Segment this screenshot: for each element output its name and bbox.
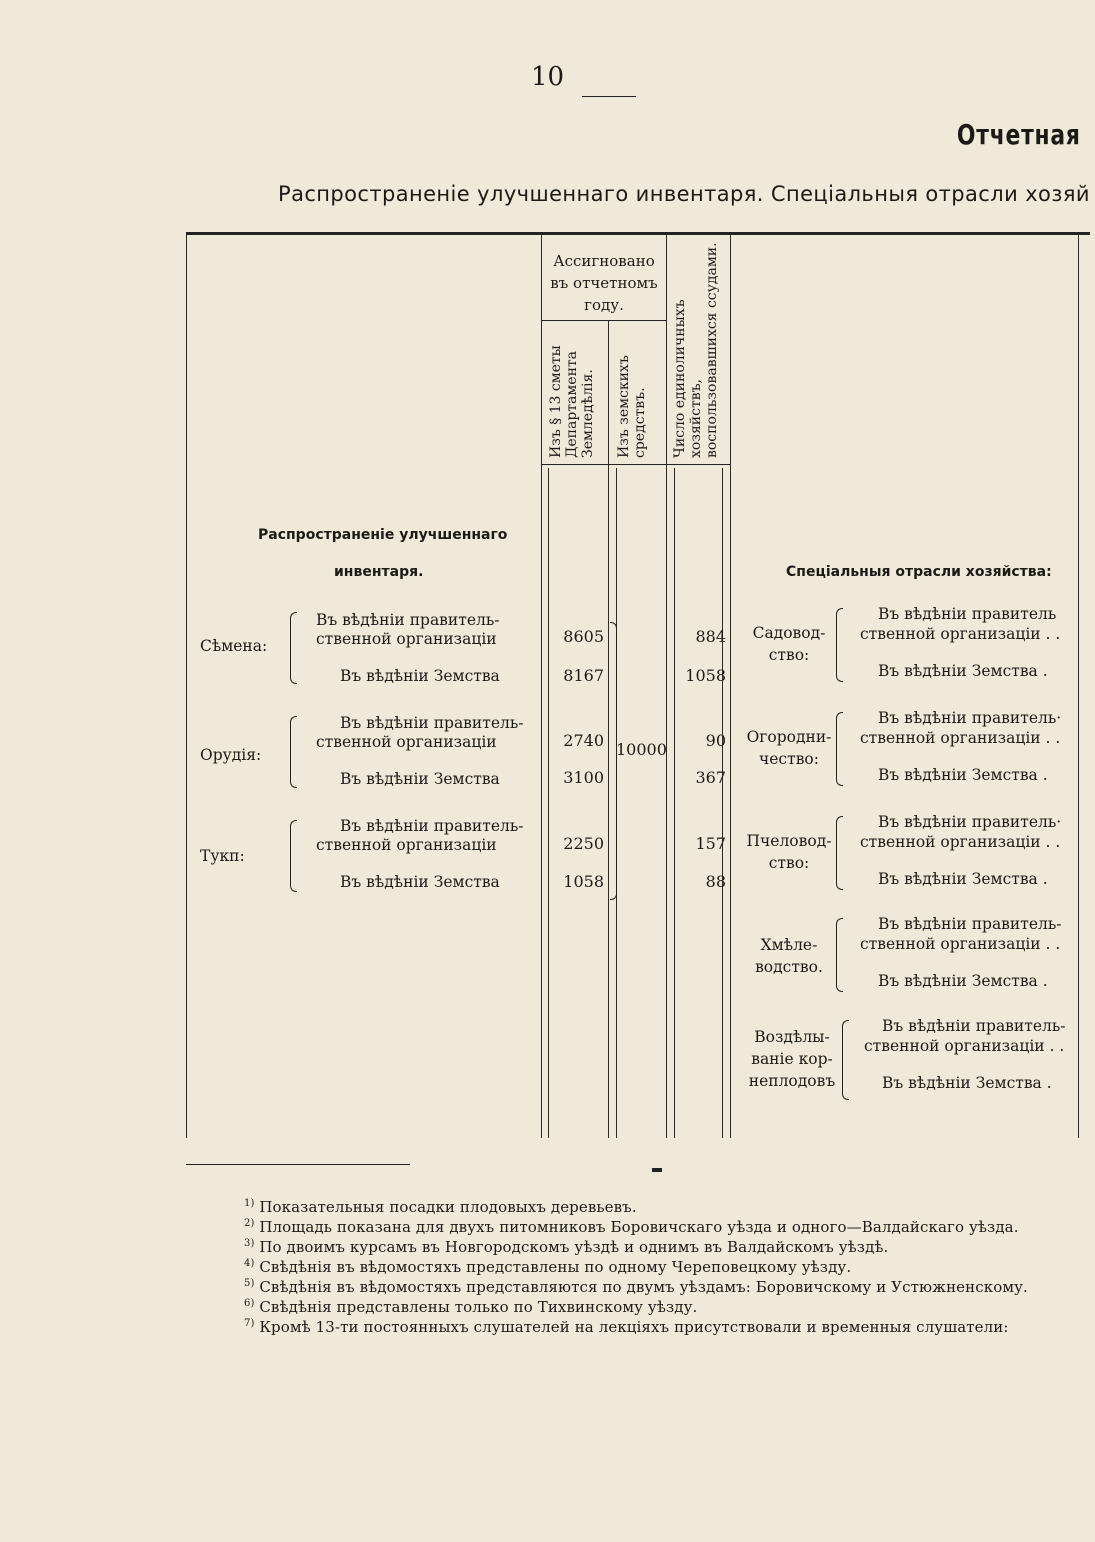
zemsk-brace — [610, 622, 617, 900]
branch-brace — [836, 712, 843, 786]
footnote-text: По двоимъ курсамъ въ Новгородскомъ уѣздѣ и однимъ въ Валдайскомъ уѣздѣ. — [259, 1238, 889, 1256]
row-name: Въ вѣдѣнiи правитель- — [340, 817, 524, 835]
page-subtitle: Распространенiе улучшеннаго инвентаря. Спецiальныя отрасли хозяй — [278, 182, 1090, 206]
branch-label-line: неплодовъ — [748, 1072, 836, 1090]
cell-count: 884 — [695, 627, 726, 646]
branch-gov-line: Въ вѣдѣнiи правитель- — [878, 915, 1062, 933]
row-name: Въ вѣдѣнiи правитель- — [316, 611, 500, 629]
branch-label-line: Пчеловод- — [746, 832, 832, 850]
col-inner-rule-a — [548, 468, 549, 1138]
row-name: ственной организацiи — [316, 630, 497, 648]
cell-smeta: 8167 — [563, 666, 604, 685]
branch-label-line: Хмѣле- — [760, 936, 818, 954]
branch-brace — [842, 1020, 849, 1100]
left-section-title-2: инвентаря. — [334, 564, 424, 580]
col-divider-1 — [541, 234, 542, 1138]
footnote-text: Свѣдѣнiя въ вѣдомостяхъ представляются по двумъ уѣздамъ: Боровичскому и Устюжненскому. — [259, 1278, 1028, 1296]
header-assigned: Ассигновано въ отчетномъ году. — [550, 252, 658, 314]
branch-label-line: водство. — [755, 958, 823, 976]
cell-smeta: 3100 — [563, 768, 604, 787]
header-subrule — [541, 320, 666, 321]
right-section-title: Спецiальныя отрасли хозяйства: — [786, 564, 1052, 580]
branch-label — [744, 726, 834, 770]
footnote — [244, 1258, 851, 1276]
footnote-rule — [186, 1164, 410, 1165]
footnote-text: Кромѣ 13-ти постоянныхъ слушателей на лекцiяхъ присутствовали и временныя слушатели: — [259, 1318, 1009, 1336]
col-divider-2 — [608, 320, 609, 1138]
footnote-text: Показательныя посадки плодовыхъ деревьевъ. — [259, 1198, 637, 1216]
header-zemsk: Изъ земскихъ средствъ. — [616, 355, 648, 458]
group-brace-semena — [290, 612, 297, 684]
row-name: Въ вѣдѣнiи правитель- — [340, 714, 524, 732]
group-brace-tuki — [290, 820, 297, 892]
branch-label-line: Воздѣлы- — [754, 1028, 830, 1046]
branch-label-line: Огородни- — [746, 728, 832, 746]
header-bottom-rule — [541, 464, 730, 465]
branch-gov-line: ственной организацiи . . — [860, 935, 1061, 953]
footnote — [244, 1278, 1028, 1296]
branch-brace — [836, 816, 843, 890]
branch-label-line: ство: — [768, 854, 810, 872]
row-name: Въ вѣдѣнiи Земства — [340, 873, 500, 891]
branch-gov-line: Въ вѣдѣнiи правитель- — [882, 1017, 1066, 1035]
footnote — [244, 1218, 1019, 1236]
footnote-mark: 5) — [244, 1278, 255, 1289]
page-number-rule — [582, 96, 636, 97]
cell-count: 157 — [695, 834, 726, 853]
cell-smeta: 8605 — [563, 627, 604, 646]
page-title: Отчетная — [957, 118, 1081, 151]
branch-gov-line: ственной организацiи . . — [860, 625, 1061, 643]
footnote — [244, 1318, 1009, 1336]
row-name: ственной организацiи — [316, 836, 497, 854]
branch-label-line: ванiе кор- — [751, 1050, 833, 1068]
cell-count: 90 — [705, 731, 726, 750]
branch-zem-line: Въ вѣдѣнiи Земства . — [878, 870, 1048, 888]
header-smeta: Изъ § 13 сметы Департамента Земледѣлiя. — [548, 345, 596, 458]
footnote-mark: 2) — [244, 1218, 255, 1229]
cell-zemsk-total: 10000 — [616, 740, 667, 759]
row-name: Въ вѣдѣнiи Земства — [340, 770, 500, 788]
branch-gov-line: Въ вѣдѣнiи правитель — [878, 605, 1057, 623]
col-inner-rule-d — [722, 468, 723, 1138]
col-divider-4 — [730, 234, 731, 1138]
cell-count: 367 — [695, 768, 726, 787]
branch-brace — [836, 608, 843, 682]
branch-label-line: ство: — [768, 646, 810, 664]
branch-label — [744, 1026, 840, 1092]
branch-zem-line: Въ вѣдѣнiи Земства . — [882, 1074, 1052, 1092]
branch-gov-line: ственной организацiи . . — [864, 1037, 1065, 1055]
table-top-rule — [186, 232, 1090, 235]
page-number: 10 — [530, 62, 565, 92]
col-inner-rule-c — [674, 468, 675, 1138]
branch-gov-line: Въ вѣдѣнiи правитель· — [878, 813, 1062, 831]
footnote-text: Свѣдѣнiя представлены только по Тихвинскому уѣзду. — [259, 1298, 698, 1316]
cell-smeta: 1058 — [563, 872, 604, 891]
branch-zem-line: Въ вѣдѣнiи Земства . — [878, 662, 1048, 680]
branch-label — [744, 622, 834, 666]
branch-label — [744, 830, 834, 874]
table-right-border — [1078, 234, 1079, 1138]
footnote — [244, 1198, 637, 1216]
group-brace-orudiya — [290, 716, 297, 788]
footnote-mark — [652, 1168, 662, 1172]
branch-gov-line: Въ вѣдѣнiи правитель· — [878, 709, 1062, 727]
footnote-text: Площадь показана для двухъ питомниковъ Боровичскаго уѣзда и одного—Валдайскаго уѣзда. — [259, 1218, 1019, 1236]
branch-zem-line: Въ вѣдѣнiи Земства . — [878, 766, 1048, 784]
group-label-semena: Сѣмена: — [200, 637, 268, 655]
col-divider-3 — [666, 234, 667, 1138]
footnote — [244, 1298, 697, 1316]
footnote-mark: 6) — [244, 1298, 255, 1309]
footnote-mark: 7) — [244, 1318, 255, 1329]
branch-label-line: чество: — [759, 750, 819, 768]
cell-count: 88 — [705, 872, 726, 891]
footnote-mark: 4) — [244, 1258, 255, 1269]
cell-smeta: 2740 — [563, 731, 604, 750]
footnote-mark: 3) — [244, 1238, 255, 1249]
footnote-mark: 1) — [244, 1198, 255, 1209]
footnote — [244, 1238, 888, 1256]
cell-count: 1058 — [685, 666, 726, 685]
branch-zem-line: Въ вѣдѣнiи Земства . — [878, 972, 1048, 990]
branch-gov-line: ственной организацiи . . — [860, 729, 1061, 747]
table-left-border — [186, 234, 187, 1138]
group-label-orudiya: Орудiя: — [200, 746, 262, 764]
branch-label-line: Садовод- — [752, 624, 826, 642]
branch-brace — [836, 918, 843, 992]
footnote-text: Свѣдѣнiя въ вѣдомостяхъ представлены по одному Череповецкому уѣзду. — [259, 1258, 852, 1276]
branch-label — [744, 934, 834, 978]
left-section-title-1: Распространенiе улучшеннаго — [258, 527, 508, 543]
header-count: Число единоличныхъ хозяйствъ, воспользовавшихся ссудами. — [672, 242, 720, 458]
branch-gov-line: ственной организацiи . . — [860, 833, 1061, 851]
row-name: ственной организацiи — [316, 733, 497, 751]
group-label-tuki: Тукп: — [200, 847, 245, 865]
cell-smeta: 2250 — [563, 834, 604, 853]
row-name: Въ вѣдѣнiи Земства — [340, 667, 500, 685]
